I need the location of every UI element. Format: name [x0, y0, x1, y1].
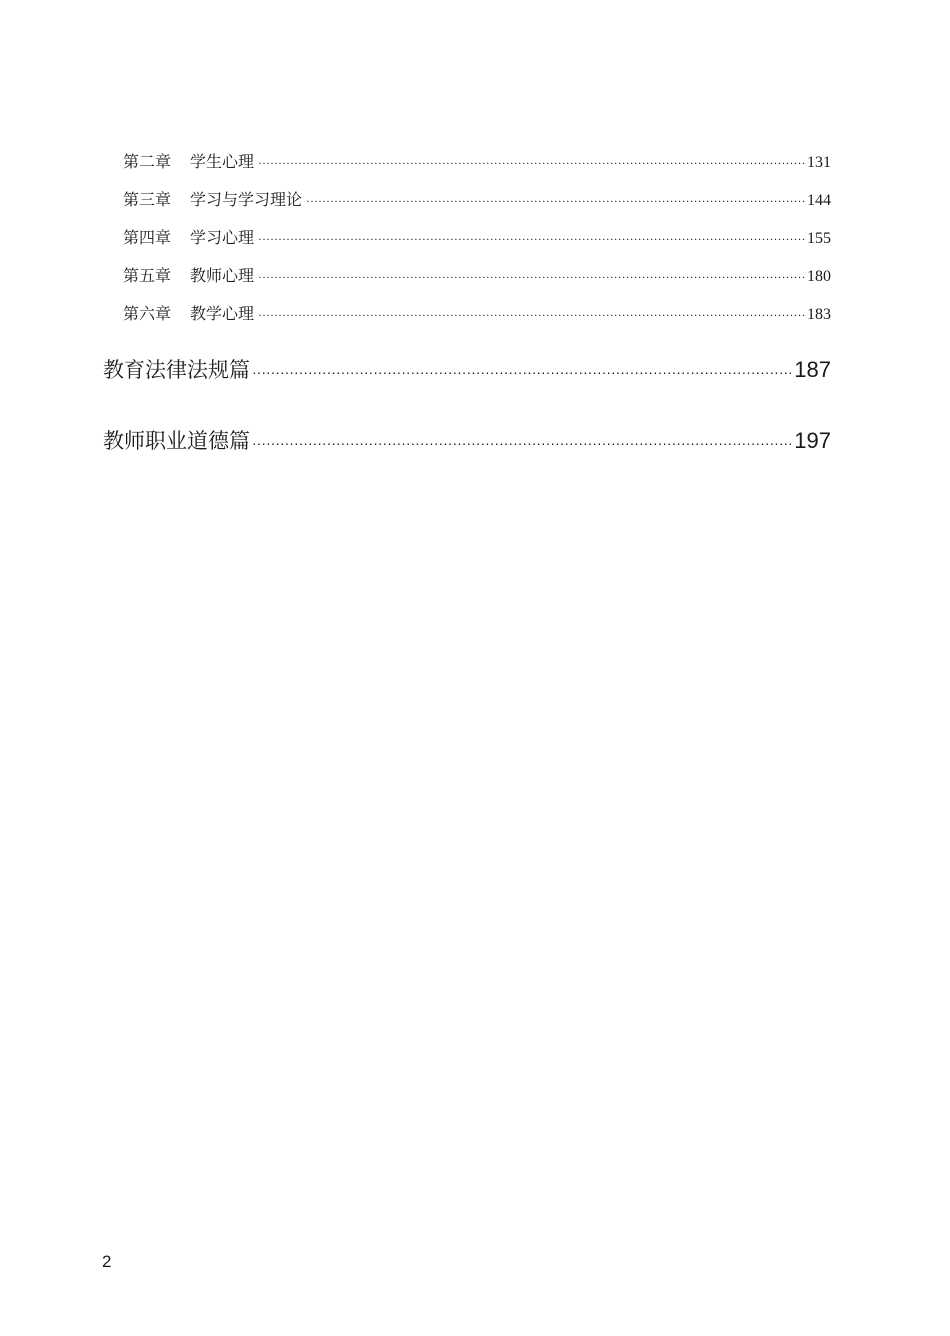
page-number: 180: [807, 268, 831, 285]
chapter-title: 学习心理: [190, 230, 255, 247]
chapter-number: 第六章: [123, 306, 172, 323]
chapter-number: 第二章: [123, 154, 172, 171]
page-number: 155: [807, 230, 831, 247]
dot-leader: [306, 188, 805, 214]
section-title: 教育法律法规篇: [103, 359, 250, 382]
page-folio: 2: [102, 1252, 112, 1271]
page-number: 197: [794, 428, 831, 453]
chapter-number: 第五章: [123, 268, 172, 285]
toc-entry-chapter-6[interactable]: [123, 302, 831, 328]
dot-leader: [258, 302, 805, 328]
dot-leader: [258, 150, 805, 176]
toc-entry-education-law[interactable]: [103, 353, 831, 387]
toc-entry-chapter-2[interactable]: [123, 150, 831, 176]
page-number: 131: [807, 154, 831, 171]
toc-entry-chapter-4[interactable]: [123, 226, 831, 252]
page-number: 187: [794, 357, 831, 382]
toc-entry-chapter-5[interactable]: [123, 264, 831, 290]
page-number: 144: [807, 192, 831, 209]
dot-leader: [258, 226, 805, 252]
dot-leader: [252, 426, 791, 460]
chapter-title: 教师心理: [190, 268, 255, 285]
chapter-number: 第四章: [123, 230, 172, 247]
chapter-number: 第三章: [123, 192, 172, 209]
dot-leader: [252, 355, 791, 389]
section-title: 教师职业道德篇: [103, 430, 250, 453]
chapter-title: 教学心理: [190, 306, 255, 323]
chapter-title: 学生心理: [190, 154, 255, 171]
chapter-title: 学习与学习理论: [190, 192, 303, 209]
dot-leader: [258, 264, 805, 290]
page-number: 183: [807, 306, 831, 323]
toc-entry-teacher-ethics[interactable]: [103, 424, 831, 458]
toc-entry-chapter-3[interactable]: [123, 188, 831, 214]
